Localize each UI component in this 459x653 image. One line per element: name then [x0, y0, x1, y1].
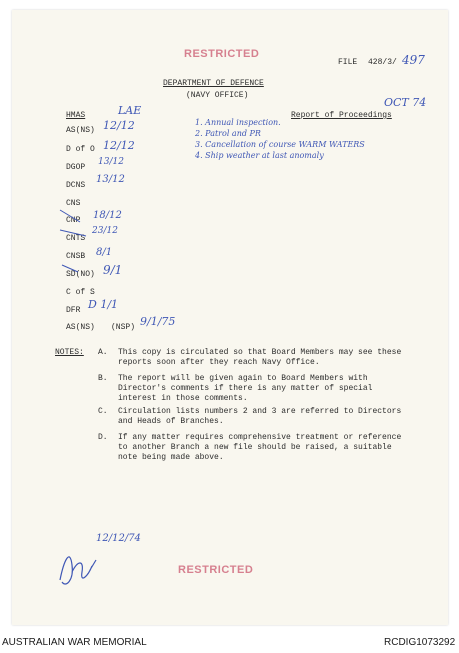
footer-source: AUSTRALIAN WAR MEMORIAL — [2, 637, 147, 648]
routing-initials: 13/12 — [96, 174, 125, 185]
routing-initials: 18/12 — [93, 210, 122, 221]
office-subheading: (NAVY OFFICE) — [186, 91, 249, 100]
handwritten-note-item: 4. Ship weather at last anomaly — [195, 151, 324, 160]
routing-label: CNTS — [66, 234, 86, 243]
note-text: Circulation lists numbers 2 and 3 are referred to Directors and Heads of Branches. — [118, 407, 402, 426]
routing-label: D of O — [66, 145, 95, 154]
routing-initials: 12/12 — [103, 119, 135, 132]
report-date-handwritten: OCT 74 — [384, 96, 427, 109]
file-number: 428/3/ — [368, 58, 397, 67]
file-label: FILE — [338, 58, 358, 67]
note-letter: C. — [98, 407, 108, 416]
department-heading: DEPARTMENT OF DEFENCE — [163, 79, 264, 88]
note-letter: D. — [98, 433, 108, 442]
routing-initials: 23/12 — [92, 226, 118, 236]
routing-label: C of S — [66, 288, 95, 297]
routing-initials: 13/12 — [98, 157, 124, 167]
routing-label: CNSB — [66, 252, 86, 261]
footer-record-id: RCDIG1073292 — [384, 637, 456, 648]
routing-label: DFR — [66, 306, 81, 315]
routing-label: SD(NO) — [66, 270, 95, 279]
routing-label: CNS — [66, 199, 81, 208]
notes-label: NOTES: — [55, 348, 84, 357]
routing-label: AS(NS) — [66, 323, 95, 332]
routing-initials: 9/1 — [103, 263, 123, 277]
routing-label: CNP — [66, 216, 81, 225]
handwritten-note-item: 2. Patrol and PR — [195, 129, 261, 138]
report-title: Report of Proceedings — [291, 111, 392, 120]
restricted-stamp-top: RESTRICTED — [184, 48, 260, 60]
routing-label: DCNS — [66, 181, 86, 190]
signature-date: 12/12/74 — [96, 533, 141, 544]
routing-initials: D 1/1 — [88, 298, 119, 311]
routing-label: DGOP — [66, 163, 86, 172]
handwritten-note-item: 1. Annual inspection. — [195, 118, 281, 127]
note-letter: A. — [98, 348, 108, 357]
routing-extra: (NSP) — [111, 323, 136, 332]
handwritten-note-item: 3. Cancellation of course WARM WATERS — [195, 140, 365, 149]
routing-initials: 12/12 — [103, 139, 135, 152]
note-text: This copy is circulated so that Board Members may see these reports soon after they reach Navy Office. — [118, 348, 402, 367]
hmas-label: HMAS — [66, 111, 86, 120]
routing-label: AS(NS) — [66, 126, 95, 135]
routing-initials: 8/1 — [96, 247, 113, 258]
note-text: The report will be given again to Board Members with Director's comments if there is any matter of special interest in those comments. — [118, 374, 373, 403]
signature-scribble — [60, 557, 96, 584]
note-letter: B. — [98, 374, 108, 383]
note-text: If any matter requires comprehensive treatment or reference to another Branch a new file should be raised, a suitable note being made above. — [118, 433, 402, 462]
ship-name-handwritten: LAE — [118, 104, 142, 117]
file-number-handwritten: 497 — [402, 53, 425, 67]
restricted-stamp-bottom: RESTRICTED — [178, 564, 254, 576]
routing-initials: 9/1/75 — [140, 315, 176, 328]
